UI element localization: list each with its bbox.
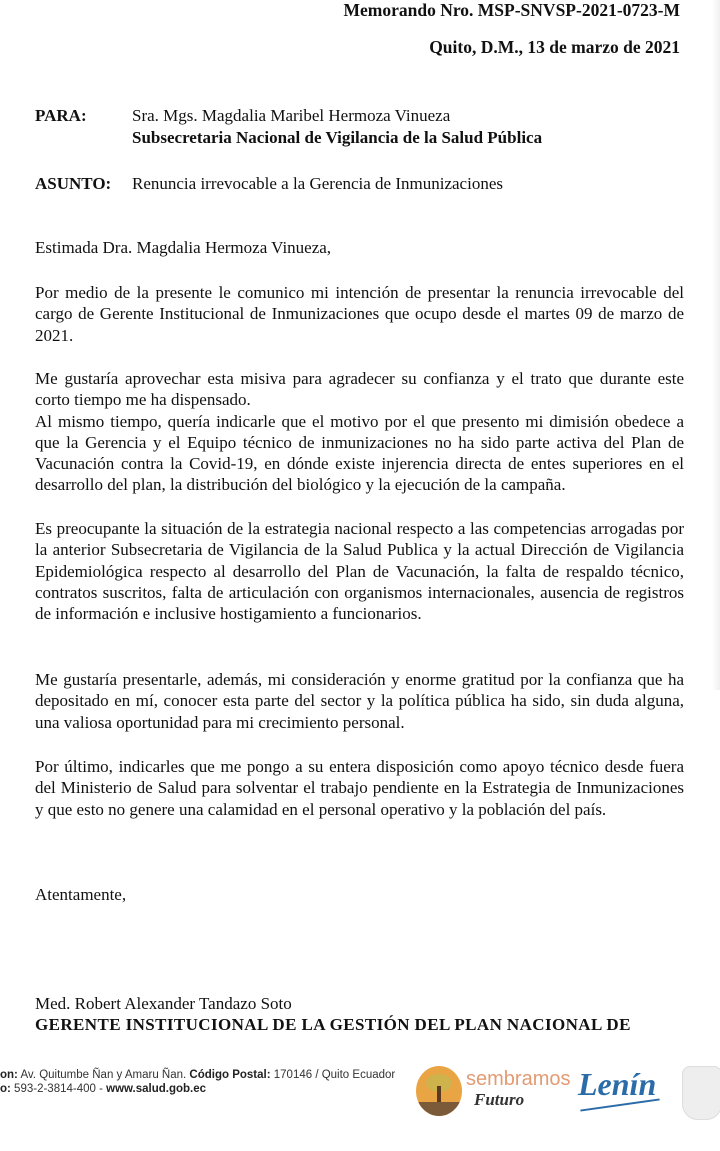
paragraph-text: Por último, indicarles que me pongo a su entera disposición como apoyo técnico desde fuera del Ministerio de Salud para solventar el trabajo pendiente en la Estrategia de Inmunizaciones y que esto no genere una calamidad en el personal operativo y la población del país. [35,757,684,819]
paragraph-text: Al mismo tiempo, quería indicarle que el motivo por el que presento mi dimisión obedece a que la Gerencia y el Equipo técnico de inmunizaciones no ha sido parte activa del Plan de Vacunación contra la Covid-19, en dónde existe injerencia directa de entes superiores en el desarrollo del plan, la distribución del biológico y la ejecución de la campaña. [35,411,684,495]
memo-number: Memorando Nro. MSP-SNVSP-2021-0723-M [343,0,680,20]
paragraph-6 [35,756,684,820]
footer-postal-label: Código Postal: [189,1069,271,1081]
footer-phone-line [0,1082,395,1096]
page-edge-shadow [712,0,720,690]
footer-address: Av. Quitumbe Ñan y Amaru Ñan. [17,1069,190,1081]
para-label: PARA: [35,106,87,125]
closing: Atentamente, [35,885,127,904]
footer-label: on: [0,1069,18,1081]
paragraph-text: Es preocupante la situación de la estrategia nacional respecto a las competencias arrogadas por la anterior Subsecretaria de Vigilancia de la Salud Publica y la actual Dirección de Vigilancia Epidemiológica respecto al desarrollo del Plan de Vacunación, la falta de respaldo técnico, contratos suscritos, falta de articulación con organismos internacionales, ausencia de registros de información e inclusive hostigamiento a funcionarios. [35,519,684,624]
paragraph-text: Me gustaría presentarle, además, mi consideración y enorme gratitud por la confianza que ha depositado en mí, conocer esta parte del sector y la política pública ha sido, sin duda alguna, una valiosa oportunidad para mi crecimiento personal. [35,670,684,732]
sembramos-logo-text: sembramos [466,1068,571,1090]
para-header [35,106,132,126]
footer-address-line [0,1068,395,1082]
paragraph-2 [35,368,684,496]
asunto-text: Renuncia irrevocable a la Gerencia de Inmunizaciones [132,174,503,193]
signer-name: Med. Robert Alexander Tandazo Soto [35,994,292,1013]
signer-title: GERENTE INSTITUCIONAL DE LA GESTIÓN DEL PLAN NACIONAL DE [35,1015,631,1034]
recipient-title: Subsecretaria Nacional de Vigilancia de la Salud Pública [132,128,543,147]
recipient-name: Sra. Mgs. Magdalia Maribel Hermoza Vinueza [132,106,451,125]
tree-logo-icon [416,1066,462,1116]
coat-of-arms-icon [682,1066,720,1120]
footer-label: o: [0,1083,11,1095]
footer-website: www.salud.gob.ec [106,1083,207,1095]
paragraph-4 [35,518,684,624]
paragraph-5 [35,669,684,733]
greeting: Estimada Dra. Magdalia Hermoza Vinueza, [35,238,332,257]
asunto-header [35,174,132,194]
paragraph-1 [35,282,684,346]
lenin-logo-text: Lenín [578,1066,657,1102]
footer-contact [0,1068,395,1096]
paragraph-text: Por medio de la presente le comunico mi intención de presentar la renuncia irrevocable del cargo de Gerente Institucional de Inmunizaciones que ocupo desde el martes 09 de marzo de 2021. [35,283,684,345]
asunto-label: ASUNTO: [35,174,112,193]
memo-date: Quito, D.M., 13 de marzo de 2021 [429,37,680,57]
footer-postal: 170146 / Quito Ecuador [270,1069,396,1081]
futuro-logo-text: Futuro [474,1090,525,1109]
footer-phone: 593-2-3814-400 - [10,1083,107,1095]
paragraph-text: Me gustaría aprovechar esta misiva para agradecer su confianza y el trato que durante este corto tiempo me ha dispensado. [35,369,684,410]
